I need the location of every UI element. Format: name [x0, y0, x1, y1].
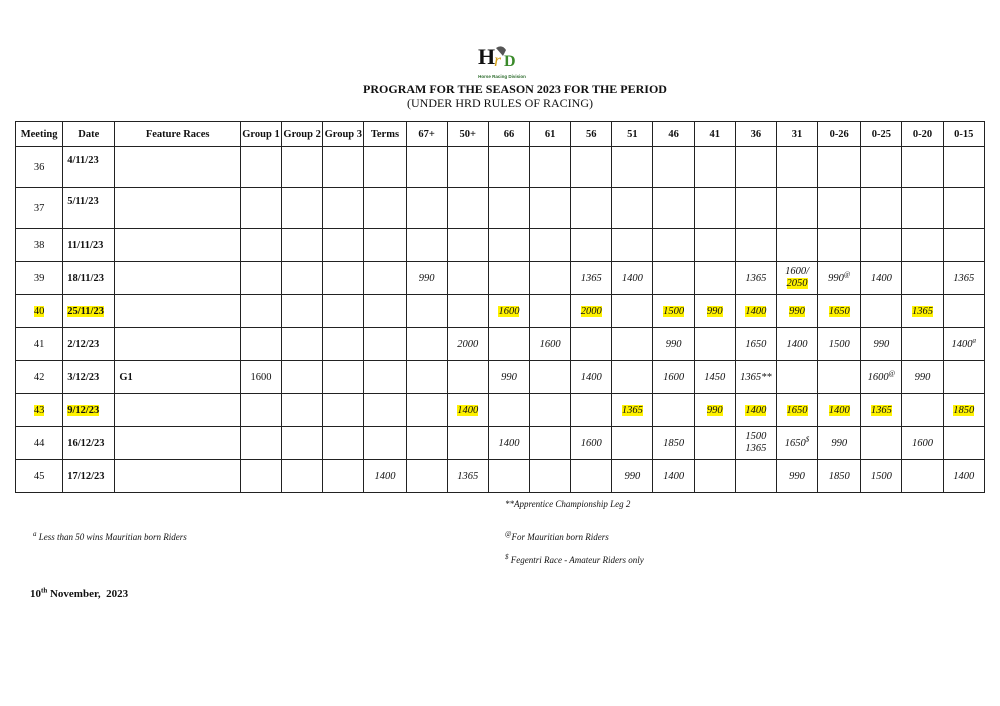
date-value: 9/12/23: [67, 404, 100, 416]
meeting-cell: 45: [16, 460, 63, 493]
apprentice-note: **Apprentice Championship Leg 2: [505, 499, 631, 509]
distance-cell: 1650: [735, 328, 776, 361]
date-cell: 18/11/23: [63, 262, 115, 295]
meeting-cell: 39: [16, 262, 63, 295]
distance-value: 1650: [786, 404, 808, 416]
meeting-cell: 42: [16, 361, 63, 394]
distance-cell: [861, 394, 902, 427]
distance-cell: [571, 295, 612, 328]
less-wins-note: [33, 532, 187, 542]
table-row: [16, 188, 985, 229]
distance-cell: 1400: [364, 460, 406, 493]
col-header: 0-20: [902, 122, 943, 147]
distance-cell: [776, 427, 817, 460]
table-row: [16, 147, 985, 188]
page-title: PROGRAM FOR THE SEASON 2023 FOR THE PERIOD: [363, 82, 667, 96]
date-cell: 3/12/23: [63, 361, 115, 394]
distance-value: 1400: [745, 404, 767, 416]
svg-text:H: H: [478, 44, 496, 69]
footnote-mark: $: [505, 553, 509, 561]
col-header: 66: [488, 122, 529, 147]
col-header: 67+: [406, 122, 447, 147]
distance-cell: [735, 394, 776, 427]
distance-cell: [694, 394, 735, 427]
col-header: 51: [612, 122, 653, 147]
date-cell: 17/12/23: [63, 460, 115, 493]
col-header: 56: [571, 122, 612, 147]
date-rest: November, 2023: [47, 588, 129, 600]
program-table: [15, 121, 985, 493]
col-header: 61: [530, 122, 571, 147]
distance-cell: 1450: [694, 361, 735, 394]
distance-cell: 990: [653, 328, 694, 361]
distance-cell: 1365: [943, 262, 984, 295]
distance-value: 1400: [951, 338, 973, 350]
distance-cell: 1600: [653, 361, 694, 394]
col-header: Group 3: [323, 122, 364, 147]
date-cell: 2/12/23: [63, 328, 115, 361]
col-header: 31: [776, 122, 817, 147]
svg-text:r: r: [494, 50, 502, 70]
distance-value: 1365: [621, 404, 643, 416]
distance-value-highlighted: 2050: [786, 278, 808, 289]
distance-value: 1365: [912, 305, 934, 317]
distance-cell: 1850: [653, 427, 694, 460]
date-cell: [63, 394, 115, 427]
table-row: [16, 460, 985, 493]
meeting-value: 40: [33, 305, 45, 317]
feature-race-cell: G1: [115, 361, 241, 394]
svg-text:D: D: [504, 53, 516, 70]
table-row: [16, 427, 985, 460]
distance-cell: 1600: [902, 427, 943, 460]
distance-cell: [776, 262, 817, 295]
distance-value: 1600/: [785, 266, 809, 277]
distance-cell: 1500: [861, 460, 902, 493]
distance-cell: [902, 295, 943, 328]
distance-value: 990: [706, 404, 723, 416]
meeting-cell: 38: [16, 229, 63, 262]
distance-cell: 1600: [530, 328, 571, 361]
footnote-mark: @: [505, 530, 512, 538]
distance-value: 1400: [457, 404, 479, 416]
col-header: Group 2: [282, 122, 323, 147]
meeting-cell: 41: [16, 328, 63, 361]
distance-cell: 990: [776, 460, 817, 493]
distance-cell: [612, 394, 653, 427]
distance-value: 1600: [498, 305, 520, 317]
distance-cell: 1600: [571, 427, 612, 460]
distance-value: 1365: [745, 443, 767, 454]
distance-value: 990: [828, 272, 844, 284]
col-header: Meeting: [16, 122, 63, 147]
distance-cell: [818, 262, 861, 295]
distance-cell: 1400: [488, 427, 529, 460]
distance-cell: 1400: [571, 361, 612, 394]
footnote-mark: a: [972, 336, 977, 344]
date-cell: 5/11/23: [63, 188, 115, 229]
note-text: For Mauritian born Riders: [511, 532, 609, 542]
distance-cell: 1400: [612, 262, 653, 295]
fegentri-note: [505, 555, 644, 565]
col-header: 50+: [447, 122, 488, 147]
col-header: Group 1: [240, 122, 281, 147]
distance-cell: 2000: [447, 328, 488, 361]
table-row: [16, 262, 985, 295]
col-header: 0-25: [861, 122, 902, 147]
distance-value: 2000: [580, 305, 602, 317]
meeting-cell: 36: [16, 147, 63, 188]
meeting-cell: [16, 295, 63, 328]
distance-value: 1400: [828, 404, 850, 416]
distance-value: 1600: [867, 371, 889, 383]
distance-cell: 1500: [818, 328, 861, 361]
distance-cell: 990: [861, 328, 902, 361]
distance-cell: 1365: [571, 262, 612, 295]
distance-cell: 990: [818, 427, 861, 460]
note-text: Fegentri Race - Amateur Riders only: [508, 555, 644, 565]
document-date: [30, 588, 128, 600]
hrd-logo: [474, 40, 530, 80]
date-value: 25/11/23: [67, 305, 104, 317]
distance-cell: [943, 394, 984, 427]
footnote-mark: a: [33, 530, 37, 538]
mauritian-note: [505, 532, 609, 542]
distance-cell: [735, 427, 776, 460]
table-row: [16, 361, 985, 394]
col-header: Feature Races: [115, 122, 241, 147]
distance-cell: [861, 361, 902, 394]
distance-cell: 1400: [943, 460, 984, 493]
distance-value: 990: [706, 305, 723, 317]
table-row-highlighted: [16, 295, 985, 328]
date-cell: [63, 295, 115, 328]
distance-value: 1650: [828, 305, 850, 317]
date-cell: 4/11/23: [63, 147, 115, 188]
distance-cell: 1365: [735, 262, 776, 295]
meeting-value: 43: [33, 404, 45, 416]
distance-value: 990: [789, 305, 805, 317]
table-header-row: [16, 122, 985, 147]
table-row: [16, 229, 985, 262]
distance-cell: 990: [488, 361, 529, 394]
distance-cell: 990: [902, 361, 943, 394]
distance-cell: [447, 394, 488, 427]
col-header: 41: [694, 122, 735, 147]
distance-value: 1365: [870, 404, 892, 416]
distance-cell: [818, 394, 861, 427]
page-subtitle: (UNDER HRD RULES OF RACING): [406, 96, 593, 110]
distance-cell: [818, 295, 861, 328]
distance-cell: 1400: [776, 328, 817, 361]
distance-cell: [776, 295, 817, 328]
distance-cell: 990: [406, 262, 447, 295]
col-header: 36: [735, 122, 776, 147]
meeting-cell: [16, 394, 63, 427]
distance-cell: [488, 295, 529, 328]
col-header: 46: [653, 122, 694, 147]
distance-cell: [943, 328, 984, 361]
col-header: 0-26: [818, 122, 861, 147]
distance-value: 1650: [784, 437, 806, 449]
distance-cell: [694, 295, 735, 328]
col-header: 0-15: [943, 122, 984, 147]
distance-cell: 990: [612, 460, 653, 493]
distance-cell: [653, 295, 694, 328]
distance-cell: [776, 394, 817, 427]
meeting-cell: 44: [16, 427, 63, 460]
date-suffix: th: [41, 586, 48, 595]
group1-cell: 1600: [240, 361, 281, 394]
date-cell: 16/12/23: [63, 427, 115, 460]
note-text: Less than 50 wins Mauritian born Riders: [36, 532, 187, 542]
date-day: 10: [30, 588, 41, 600]
footnote-mark: @: [843, 270, 851, 278]
date-cell: 11/11/23: [63, 229, 115, 262]
distance-value: 1850: [953, 404, 975, 416]
table-row-highlighted: [16, 394, 985, 427]
distance-cell: 1850: [818, 460, 861, 493]
distance-cell: 1400: [653, 460, 694, 493]
distance-cell: 1400: [861, 262, 902, 295]
distance-value: 1500: [745, 431, 767, 442]
logo-caption: Horse Racing Division: [478, 74, 526, 79]
table-row: [16, 328, 985, 361]
distance-cell: 1365: [447, 460, 488, 493]
footnote-mark: $: [805, 435, 810, 443]
footnote-mark: @: [888, 369, 896, 377]
col-header: Terms: [364, 122, 406, 147]
distance-value: 1500: [663, 305, 685, 317]
col-header: Date: [63, 122, 115, 147]
distance-cell: [735, 295, 776, 328]
meeting-cell: 37: [16, 188, 63, 229]
distance-value: 1400: [745, 305, 767, 317]
distance-cell: 1365**: [735, 361, 776, 394]
